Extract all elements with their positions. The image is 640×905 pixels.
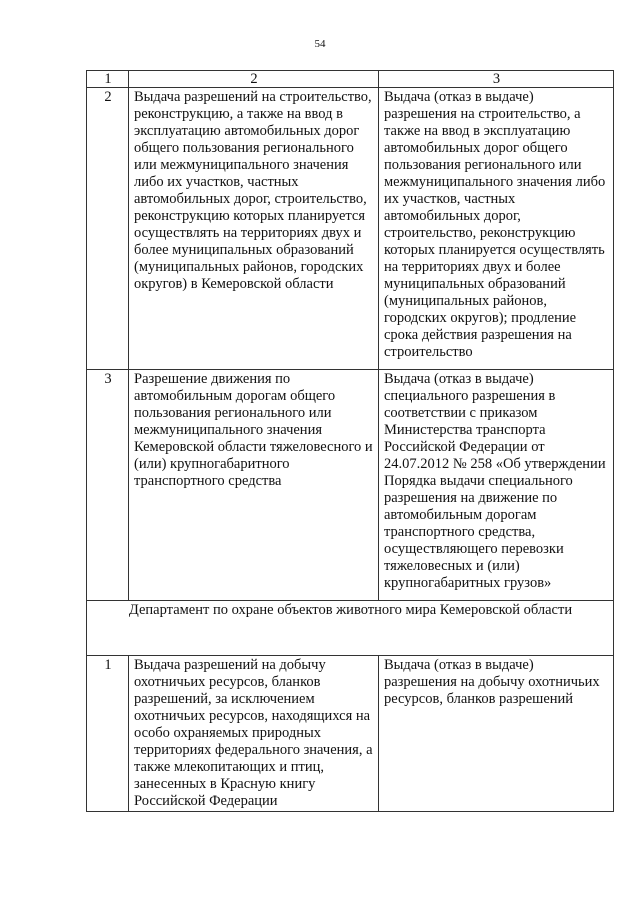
- table-row: [87, 656, 614, 812]
- department-section-title: Департамент по охране объектов животного мира Кемеровской области: [87, 601, 614, 656]
- column-header-service: 2: [129, 71, 379, 88]
- table-row: [87, 88, 614, 370]
- service-name-cell: Выдача разрешений на добычу охотничьих ресурсов, бланков разрешений, за исключением охотничьих ресурсов, находящихся на особо охраняемых природных территориях федерального значения, а также млекопитающих и птиц, занесенных в Красную книгу Российской Федерации: [129, 656, 379, 812]
- service-result-cell: Выдача (отказ в выдаче) разрешения на добычу охотничьих ресурсов, бланков разрешений: [379, 656, 614, 812]
- service-result-cell: Выдача (отказ в выдаче) специального разрешения в соответствии с приказом Министерства транспорта Российской Федерации от 24.07.2012 № 258 «Об утверждении Порядка выдачи специального разрешения на движение по автомобильным дорогам транспортного средства, осуществляющего перевозки тяжеловесных и (или) крупногабаритных грузов»: [379, 370, 614, 601]
- table-row: [87, 370, 614, 601]
- column-header-result: 3: [379, 71, 614, 88]
- column-header-number: 1: [87, 71, 129, 88]
- page-number: 54: [314, 38, 326, 50]
- row-number: 3: [87, 370, 129, 601]
- services-table: [86, 70, 614, 812]
- row-number: 2: [87, 88, 129, 370]
- service-result-cell: Выдача (отказ в выдаче) разрешения на строительство, а также на ввод в эксплуатацию автомобильных дорог общего пользования регионального или межмуниципального значения либо их участков, частных автомобильных дорог, строительство, реконструкцию которых планируется осуществлять на территориях двух и более муниципальных образований (муниципальных районов, городских округов); продление срока действия разрешения на строительство: [379, 88, 614, 370]
- table-header-row: [87, 71, 614, 88]
- section-header-row: [87, 601, 614, 656]
- service-name-cell: Выдача разрешений на строительство, реконструкцию, а также на ввод в эксплуатацию автомобильных дорог общего пользования регионального или межмуниципального значения либо их участков, частных автомобильных дорог, строительство, реконструкцию которых планируется осуществлять на территориях двух и более муниципальных образований (муниципальных районов, городских округов) в Кемеровской области: [129, 88, 379, 370]
- service-name-cell: Разрешение движения по автомобильным дорогам общего пользования регионального или межмуниципального значения Кемеровской области тяжеловесного и (или) крупногабаритного транспортного средства: [129, 370, 379, 601]
- row-number: 1: [87, 656, 129, 812]
